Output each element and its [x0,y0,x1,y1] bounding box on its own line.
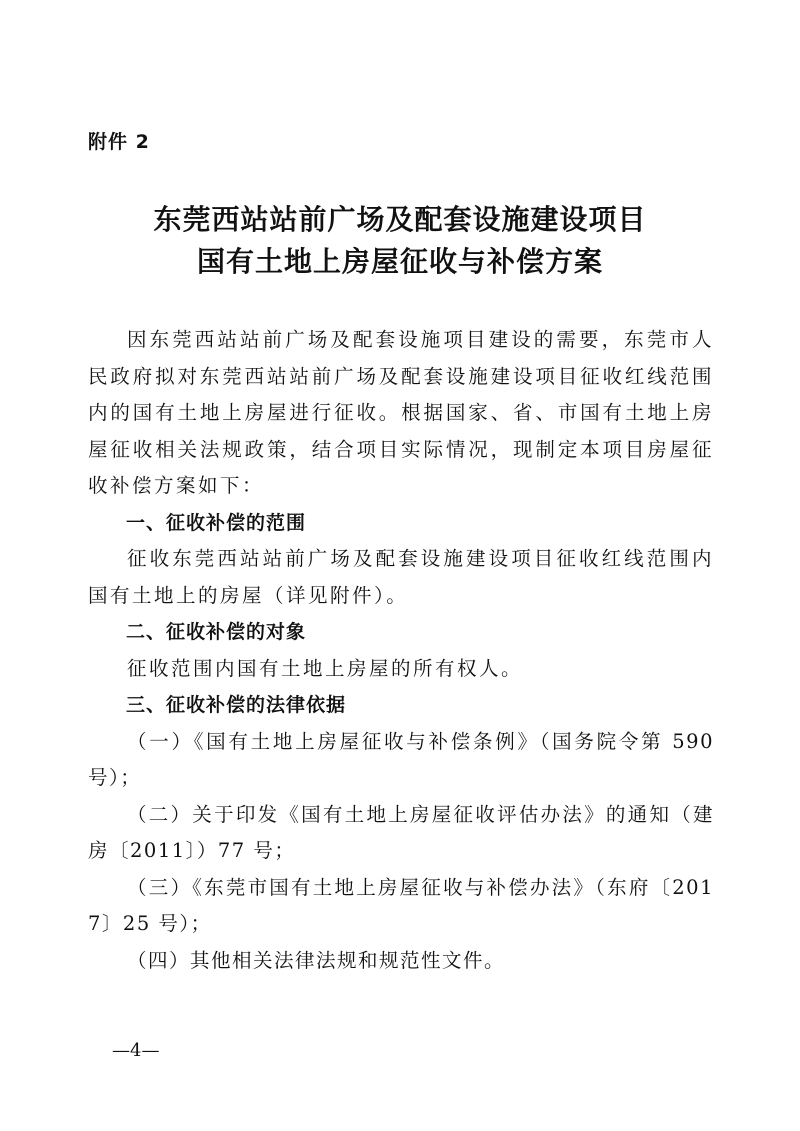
section-text-target: 征收范围内国有土地上房屋的所有权人。 [127,656,524,680]
legal-basis-item-3: （三）《东莞市国有土地上房屋征收与补偿办法》（东府〔2017〕25 号）； [88,875,714,935]
section-heading-target: 二、征收补偿的对象 [126,621,307,643]
intro-paragraph: 因东莞西站站前广场及配套设施项目建设的需要，东莞市人民政府拟对东莞西站站前广场及配套设施建设项目征收红线范围内的国有土地上房屋进行征收。根据国家、省、市国有土地上房屋征收相关法规政策，结合项目实际情况，现制定本项目房屋征收补偿方案如下： [88,328,714,497]
section-heading-scope: 一、征收补偿的范围 [126,511,307,534]
document-body [88,322,714,979]
legal-basis-item-4: （四）其他相关法律法规和规范性文件。 [127,948,506,972]
attachment-label: 附件 2 [88,131,150,153]
legal-basis-item-2: （二）关于印发《国有土地上房屋征收评估办法》的通知（建房〔2011〕）77 号； [88,802,714,862]
section-text-scope: 征收东莞西站站前广场及配套设施建设项目征收红线范围内国有土地上的房屋（详见附件）。 [88,547,714,607]
legal-basis-item-1: （一）《国有土地上房屋征收与补偿条例》（国务院令第 590 号）； [88,729,714,789]
section-heading-legal-basis: 三、征收补偿的法律依据 [126,694,347,716]
page-number: —4— [112,1040,160,1061]
document-title-line-2: 国有土地上房屋征收与补偿方案 [196,245,603,278]
document-title-line-1: 东莞西站站前广场及配套设施建设项目 [153,203,647,236]
